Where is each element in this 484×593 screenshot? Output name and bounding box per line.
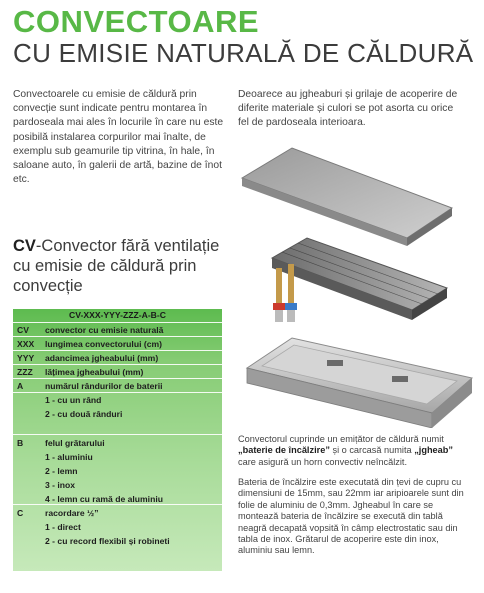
spec-code: CV-XXX-YYY-ZZZ-A-B-C <box>69 310 166 320</box>
intro-paragraph-left: Convectoarele cu emisie de căldură prin convecție sunt indicate pentru montarea în pardoseala mai ales în locurile în care nu este posibilă instalarea corpurilor mai înalte, de exemplu sub geamurile tip vitrina, în hale, în saloane auto, în galerii de artă, bazine de înot etc. <box>13 89 224 186</box>
spec-value: 3 - inox <box>45 480 76 490</box>
heat-exchanger <box>272 238 447 320</box>
spec-key: ZZZ <box>17 367 33 377</box>
caption-term-battery: „baterie de încălzire” <box>238 445 330 456</box>
spec-row <box>13 436 222 450</box>
intro-paragraph-right: Deoarece au jgheaburi și grilaje de acoperire de diferite materiale și culori se pot asorta cu orice fel de pardoseala interioara. <box>238 89 458 129</box>
spec-value: 2 - cu două rânduri <box>45 409 123 419</box>
spec-key: B <box>17 438 24 448</box>
caption-text: Convectorul cuprinde un emițător de căldură numit <box>238 434 444 444</box>
spec-row <box>13 379 222 393</box>
spec-value: 2 - lemn <box>45 466 78 476</box>
spec-row <box>13 534 222 548</box>
spec-row <box>13 393 222 407</box>
page-title: CONVECTOARE <box>13 4 260 39</box>
spec-table <box>13 309 222 571</box>
spec-row <box>13 450 222 464</box>
spec-row <box>13 506 222 520</box>
spec-row <box>13 337 222 351</box>
spec-key: XXX <box>17 339 35 349</box>
spec-divider <box>13 434 222 435</box>
grille-cover <box>242 148 452 246</box>
spec-row <box>13 520 222 534</box>
spec-key: CV <box>17 325 29 335</box>
spec-value: convector cu emisie naturală <box>45 325 164 335</box>
spec-row <box>13 407 222 421</box>
caption-materials: Bateria de încălzire este executată din țevi de cupru cu dimensiuni de 15mm, sau 22mm iar aripioarele sunt din folie de aluminiu de 0,3mm. Jgheabul în care se montează bateria de încălzire se execută din tablă neagră decapată vopsită în câmp electrostatic sau din tabla de inox. Grătarul de acoperire este din inox, aluminiu sau lemn. <box>238 477 464 556</box>
caption-term-trough: „jgheab” <box>414 445 453 456</box>
caption-text: care asigură un horn convectiv neîncălzit. <box>238 456 408 467</box>
convector-illustration-icon <box>232 138 482 428</box>
spec-row <box>13 323 222 337</box>
page-subtitle: CU EMISIE NATURALĂ DE CĂLDURĂ <box>13 38 474 68</box>
spec-value: 1 - aluminiu <box>45 452 93 462</box>
spec-value: 1 - direct <box>45 522 81 532</box>
spec-value: 1 - cu un rând <box>45 395 102 405</box>
spec-row <box>13 478 222 492</box>
spec-value: lățimea jgheabului (mm) <box>45 367 144 377</box>
spec-value: numărul rândurilor de baterii <box>45 381 163 391</box>
spec-value: adancimea jgheabului (mm) <box>45 353 159 363</box>
spec-row <box>13 351 222 365</box>
cv-title-text: -Convector fără ventilație cu emisie de căldură prin convecție <box>13 237 220 295</box>
spec-row <box>13 365 222 379</box>
caption-text: și o carcasă numita <box>329 445 415 456</box>
caption-components <box>238 434 466 468</box>
spec-value: lungimea convectorului (cm) <box>45 339 162 349</box>
spec-key: YYY <box>17 353 35 363</box>
spec-key: A <box>17 381 24 391</box>
trough <box>247 338 472 428</box>
spec-row <box>13 492 222 506</box>
cv-section-title <box>13 236 228 296</box>
spec-row <box>13 464 222 478</box>
spec-value: 2 - cu record flexibil și robineti <box>45 536 170 546</box>
spec-value: 4 - lemn cu ramă de aluminiu <box>45 494 163 504</box>
spec-value: felul grătarului <box>45 438 105 448</box>
spec-key: C <box>17 508 24 518</box>
spec-value: racordare ½” <box>45 508 99 518</box>
convector-illustration <box>232 138 482 428</box>
cv-prefix: CV <box>13 237 36 255</box>
